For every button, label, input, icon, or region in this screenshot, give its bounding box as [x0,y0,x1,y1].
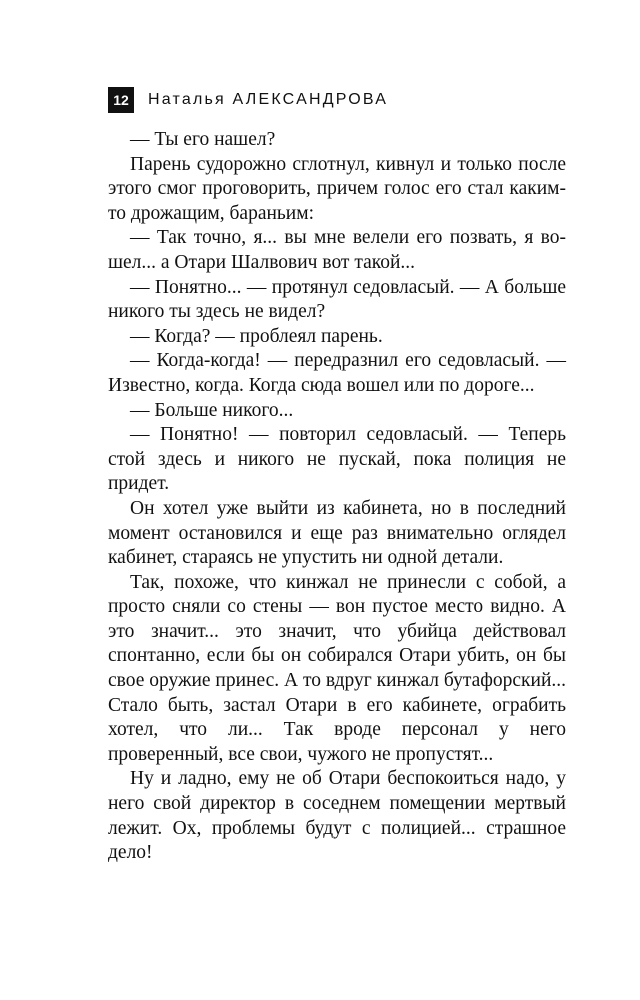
paragraph: Ну и ладно, ему не об Отари беспокоиться надо, у него свой директор в соседнем помещении мертвый лежит. Ох, проблемы будут с полицией... страшное дело! [108,768,566,864]
paragraph: — Ты его нашел? [130,129,276,150]
paragraph: Парень судорожно сглотнул, кивнул и только после этого смог проговорить, причем голос его стал каким-то дрожащим, бараньим: [108,153,566,224]
paragraph: — Так точно, я... вы мне велели его позвать, я вошел... а Отари Шалвович вот такой... [108,227,566,273]
running-header [108,87,388,113]
paragraph: Так, похоже, что кинжал не принесли с собой, а просто сняли со стены — вон пустое место видно. А это значит... это значит, что убийца действовал спонтанно, если бы он собирался Отари убить, он бы свое оружие принес. А то вдруг кинжал бутафорский... Стало быть, застал Отари в его кабинете, ограбить хотел, что ли... Так вроде персонал у него проверенный, все свои, чужого не пропустят... [108,571,566,765]
body-text [108,128,566,866]
paragraph: — Когда? — проблеял парень. [130,325,383,347]
paragraph: — Больше никого... [130,399,294,421]
page-number: 12 [108,87,134,113]
paragraph: — Когда-когда! — передразнил его седовласый. — Известно, когда. Когда сюда вошел или по дороге... [108,350,566,396]
author-name: Наталья АЛЕКСАНДРОВА [148,91,389,108]
paragraph: — Понятно! — повторил седовласый. — Теперь стой здесь и никого не пускай, пока полиция не придет. [108,424,566,495]
paragraph: — Понятно... — протянул седовласый. — А больше никого ты здесь не видел? [108,276,566,323]
paragraph: Он хотел уже выйти из кабинета, но в последний момент остановился и еще раз внимательно оглядел кабинет, стараясь не упустить ни одной детали. [108,497,566,569]
